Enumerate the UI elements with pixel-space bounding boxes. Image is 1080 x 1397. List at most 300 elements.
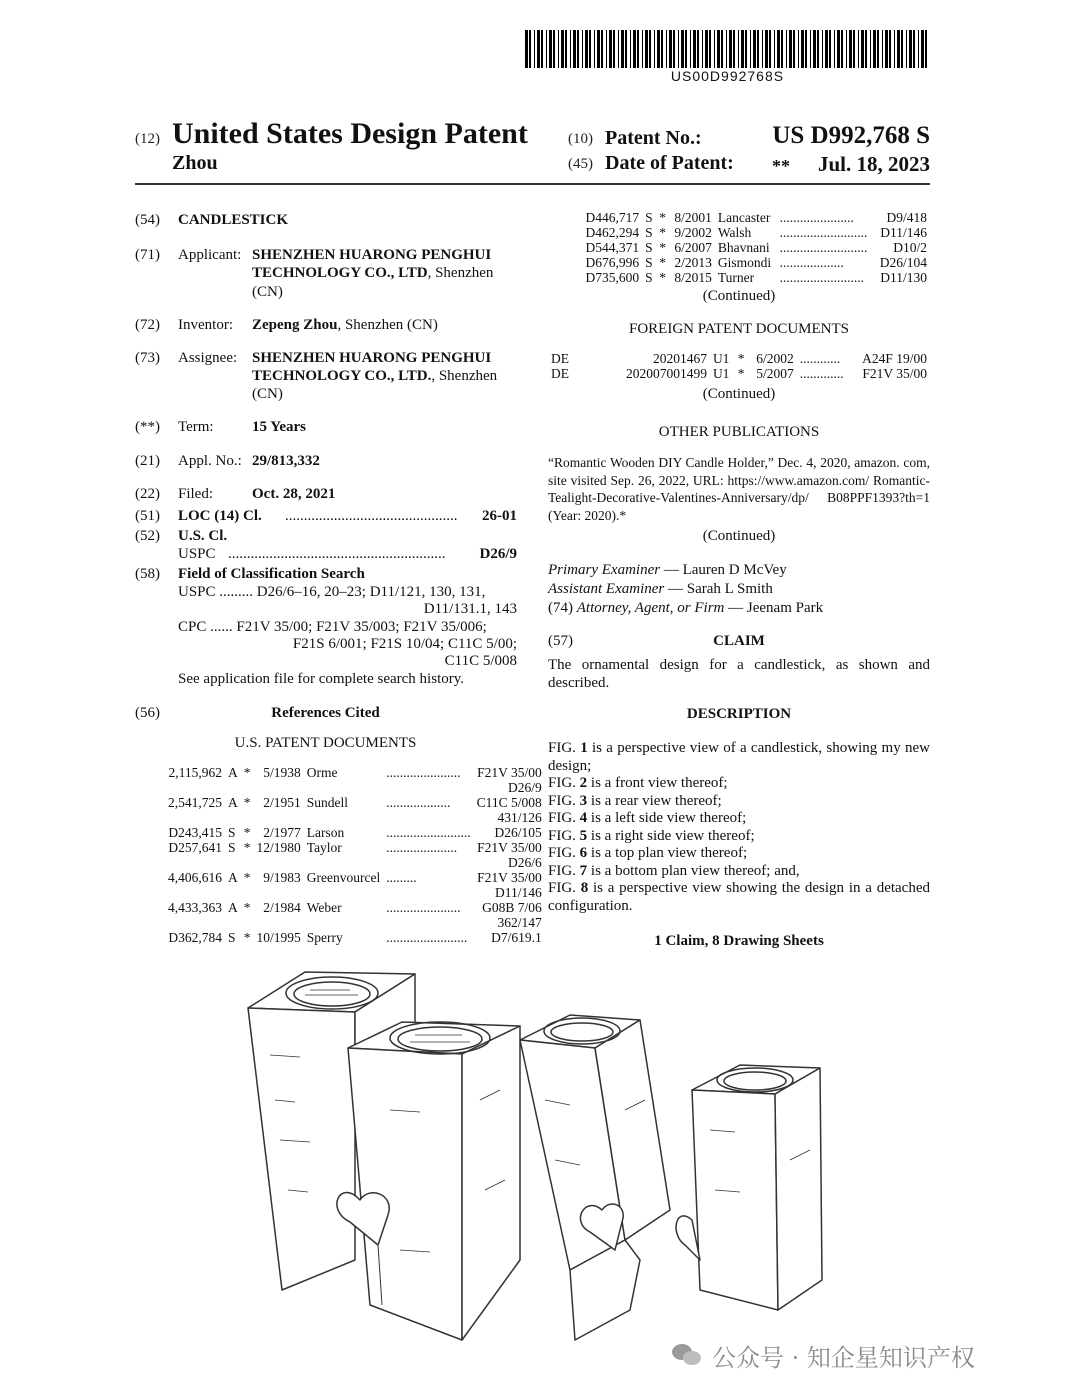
barcode-bar (906, 30, 907, 68)
block-detached-tall (520, 1015, 670, 1340)
us-references-left (165, 765, 545, 945)
ref-number: 2,115,962 (168, 765, 222, 780)
ref-class-secondary: D26/9 (508, 780, 542, 795)
barcode-bar (909, 30, 912, 68)
inventor-city: , Shenzhen (CN) (337, 317, 438, 333)
figure-list (548, 740, 930, 915)
us-references-right (580, 210, 930, 285)
reference-row (165, 900, 545, 915)
f51-code: (51) (135, 508, 160, 524)
reference-row (165, 930, 545, 945)
applicant-line1: SHENZHEN HUARONG PENGHUI (252, 247, 492, 263)
barcode-bar (877, 30, 879, 68)
ref-class: C11C 5/008 (476, 795, 542, 810)
reference-row-cont (165, 885, 545, 900)
barcode-bar (813, 30, 816, 68)
us-patent-docs-title: U.S. PATENT DOCUMENTS (234, 735, 417, 751)
primary-examiner-name: — Lauren D McVey (660, 562, 787, 578)
barcode-bar (649, 30, 651, 68)
barcode-bar (829, 30, 831, 68)
assignee-line2 (252, 367, 497, 385)
barcode-bar (858, 30, 859, 68)
other-publications-text: “Romantic Wooden DIY Candle Holder,” Dec. 4, 2020, amazon. com, site visited Sep. 26, 2022, URL: https://www.amazon.com/ Romantic-Tealight-Decorative-Valentines-Anniversary/dp/ B08PPF1393?th=1 (Year: 2020).* (548, 455, 930, 523)
primary-examiner-label: Primary Examiner (548, 562, 661, 578)
barcode-bar (661, 30, 663, 68)
reference-row (165, 795, 545, 810)
reference-row (165, 870, 545, 885)
ref-dots: ........................ (386, 930, 468, 945)
barcode-bar (673, 30, 675, 68)
ref-dots: ............ (799, 351, 841, 366)
fig-prefix: FIG. (548, 775, 580, 791)
ref-class: F21V 35/00 (477, 870, 542, 885)
foreign-docs-title: FOREIGN PATENT DOCUMENTS (628, 321, 850, 337)
ref-star: * (243, 825, 251, 840)
barcode-bar (537, 30, 540, 68)
barcode-bar (837, 30, 840, 68)
ref-date: 2/2013 (674, 255, 712, 270)
assignee-label: Assignee: (178, 350, 238, 366)
barcode-bar (594, 30, 595, 68)
uspc-dots: .......................................................... (228, 546, 446, 562)
figure-description (548, 845, 930, 863)
ref-date: 8/2001 (674, 210, 712, 225)
barcode-bar (798, 30, 799, 68)
fig-number: 5 (579, 827, 588, 844)
barcode-bar (678, 30, 679, 68)
ref-kind: S (645, 210, 653, 225)
field-uspc-1: USPC ......... D26/6–16, 20–23; D11/121, 130, 131, (178, 584, 486, 600)
reference-row (580, 255, 930, 270)
fig-prefix: FIG. (548, 880, 581, 896)
figure-description (548, 740, 930, 775)
barcode-bar (525, 30, 528, 68)
barcode-bar (573, 30, 576, 68)
barcode-bar (925, 30, 927, 68)
barcode-bar (769, 30, 771, 68)
ref-star: * (659, 240, 666, 255)
primary-examiner (548, 561, 787, 579)
continued-3: (Continued) (702, 528, 776, 544)
barcode-bar (781, 30, 783, 68)
barcode-bar (561, 30, 564, 68)
barcode-bar (729, 30, 732, 68)
ref-class: D10/2 (893, 240, 927, 255)
ref-class: F21V 35/00 (477, 765, 542, 780)
barcode-bar (861, 30, 864, 68)
ref-kind: S (645, 270, 653, 285)
fig-number: 6 (579, 845, 588, 861)
ref-dots: ...................... (386, 765, 461, 780)
barcode-bar (570, 30, 571, 68)
ref-date: 2/1984 (263, 900, 301, 915)
fig-prefix: FIG. (548, 845, 580, 861)
ref-class: D7/619.1 (491, 930, 542, 945)
ref-class: D26/105 (494, 825, 542, 840)
applicant-line3: (CN) (252, 284, 283, 300)
ref-star: * (659, 255, 666, 270)
ref-number: D544,371 (585, 240, 640, 255)
ref-number: 4,433,363 (168, 900, 222, 915)
field-search-note: See application file for complete search history. (178, 671, 465, 687)
field-cpc-3: C11C 5/008 (444, 653, 517, 669)
barcode-bar (645, 30, 648, 68)
us-references-table (165, 765, 542, 945)
barcode-bar (786, 30, 787, 68)
reference-row-cont (165, 915, 545, 930)
barcode-bar (913, 30, 915, 68)
barcode-bar (709, 30, 711, 68)
barcode-bar (834, 30, 835, 68)
barcode-bar (885, 30, 888, 68)
ref-dots: ......................... (779, 270, 865, 285)
loc-value: 26-01 (482, 508, 517, 524)
ref-number: 2,541,725 (168, 795, 222, 810)
inventor-short: Zhou (172, 152, 218, 174)
barcode-bar (762, 30, 763, 68)
reference-row (580, 270, 930, 285)
patent-no-label: Patent No.: (605, 127, 702, 149)
ref-name: Bhavnani (717, 240, 770, 255)
ref-number: D243,415 (168, 825, 222, 840)
claim-text: The ornamental design for a candlestick, as shown and described. (548, 657, 930, 691)
barcode-bar (918, 30, 919, 68)
ref-class-secondary: D26/6 (508, 855, 542, 870)
foreign-references-table (548, 351, 930, 381)
ref-date: 12/1980 (256, 840, 301, 855)
barcode-bar (745, 30, 747, 68)
barcode-bar (618, 30, 619, 68)
ref-date: 9/2002 (674, 225, 712, 240)
fig-prefix: FIG. (548, 810, 580, 826)
ref-date: 8/2015 (674, 270, 712, 285)
ref-class-secondary: D11/146 (495, 885, 542, 900)
barcode-bar (558, 30, 559, 68)
barcode-bar (789, 30, 792, 68)
ref-country: DE (551, 351, 569, 366)
barcode-bar (841, 30, 843, 68)
ref-name: Weber (306, 900, 342, 915)
foreign-reference-row (548, 366, 930, 381)
barcode-bar (637, 30, 639, 68)
ref-class: G08B 7/06 (482, 900, 542, 915)
block-small-right (676, 1065, 822, 1310)
barcode-image (525, 30, 930, 68)
ref-number: D676,996 (585, 255, 640, 270)
loc-dots: .............................................. (285, 508, 458, 524)
ref-class-secondary: 431/126 (497, 810, 542, 825)
barcode-bar (882, 30, 883, 68)
barcode-bar (546, 30, 547, 68)
barcode-bar (865, 30, 867, 68)
fig-text: is a top plan view thereof; (587, 845, 748, 861)
barcode-bar (697, 30, 699, 68)
ref-dots: ................... (779, 255, 844, 270)
ref-date: 5/2007 (756, 366, 794, 381)
loc-label: LOC (14) Cl. (178, 508, 262, 524)
applicant-line2 (252, 264, 493, 282)
ref-dots: ...................... (386, 900, 461, 915)
ref-class: D9/418 (886, 210, 927, 225)
barcode-bar (741, 30, 744, 68)
barcode-bar (705, 30, 708, 68)
reference-row (165, 765, 545, 780)
reference-row (580, 240, 930, 255)
barcode-bar (681, 30, 684, 68)
assistant-examiner-label: Assistant Examiner (548, 581, 665, 597)
barcode-bar (690, 30, 691, 68)
fig-number: 3 (579, 792, 588, 809)
ref-class: F21V 35/00 (862, 366, 927, 381)
ref-dots: ......................... (386, 825, 471, 840)
inventor-label: Inventor: (178, 317, 233, 333)
fig-text: is a bottom plan view thereof; and, (587, 862, 800, 879)
block-middle (337, 1022, 520, 1340)
fig-number: 8 (580, 880, 589, 896)
ref-number: D462,294 (585, 225, 640, 240)
ref-name: Greenvourcel (306, 870, 381, 885)
barcode-bar (810, 30, 811, 68)
fig-text: is a perspective view of a candlestick, showing my new design; (548, 740, 930, 774)
ref-star: * (243, 795, 251, 810)
ref-class: D11/146 (880, 225, 927, 240)
barcode-bar (777, 30, 780, 68)
barcode-bar (817, 30, 819, 68)
barcode-bar (553, 30, 555, 68)
uspc-value: D26/9 (479, 546, 517, 562)
claim-title: CLAIM (713, 633, 765, 649)
ref-date: 5/1938 (263, 765, 301, 780)
appl-no-label: Appl. No.: (178, 453, 242, 469)
applicant-company: TECHNOLOGY CO., LTD (252, 265, 428, 281)
f21-code: (21) (135, 453, 160, 469)
design-title: CANDLESTICK (178, 212, 289, 228)
barcode-bar (721, 30, 723, 68)
barcode-bar (534, 30, 535, 68)
barcode-bar (702, 30, 703, 68)
field-search-label: Field of Classification Search (178, 566, 365, 582)
ref-date: 10/1995 (256, 930, 301, 945)
ref-name: Sperry (306, 930, 343, 945)
barcode-bar (589, 30, 591, 68)
ref-class: D26/104 (879, 255, 927, 270)
ref-number: D446,717 (585, 210, 640, 225)
code-45: (45) (568, 156, 593, 172)
barcode-bar (529, 30, 531, 68)
assistant-examiner (548, 580, 773, 598)
ref-kind: U1 (712, 351, 730, 366)
reference-row-cont (165, 855, 545, 870)
patent-date: Jul. 18, 2023 (817, 152, 930, 176)
fig-text: is a rear view thereof; (587, 792, 722, 809)
watermark-text: 公众号 · 知企星知识产权 (712, 1343, 975, 1372)
filed-label: Filed: (178, 486, 214, 502)
assignee-company: TECHNOLOGY CO., LTD. (252, 368, 432, 384)
f52-code: (52) (135, 528, 160, 544)
barcode-bar (621, 30, 624, 68)
barcode-bar (793, 30, 795, 68)
reference-row-cont (165, 780, 545, 795)
ref-dots: .......................... (779, 240, 868, 255)
barcode-bar (733, 30, 735, 68)
barcode-bar (613, 30, 615, 68)
claims-sheets: 1 Claim, 8 Drawing Sheets (654, 933, 824, 949)
ref-class: A24F 19/00 (862, 351, 927, 366)
barcode-bar (666, 30, 667, 68)
ref-date: 6/2002 (756, 351, 794, 366)
fig-number: 2 (579, 775, 588, 791)
barcode-bar (597, 30, 600, 68)
us-cl-label: U.S. Cl. (178, 528, 228, 544)
fig-text: is a front view thereof; (587, 775, 728, 791)
ref-number: 4,406,616 (168, 870, 222, 885)
ref-name: Taylor (306, 840, 342, 855)
ref-number: D257,641 (168, 840, 222, 855)
barcode-bar (657, 30, 660, 68)
barcode-bar (853, 30, 855, 68)
ref-number: 202007001499 (625, 366, 707, 381)
barcode-bar (889, 30, 891, 68)
barcode (525, 30, 930, 68)
ref-star: * (243, 900, 251, 915)
ref-kind: S (228, 930, 236, 945)
foreign-reference-row (548, 351, 930, 366)
fig-number: 4 (579, 810, 588, 826)
barcode-bar (753, 30, 756, 68)
figure-description (548, 793, 930, 811)
fig-text: is a perspective view showing the design in a detached configuration. (548, 880, 930, 914)
barcode-bar (849, 30, 852, 68)
ref-star: * (243, 765, 251, 780)
ref-star: * (659, 270, 666, 285)
fig-prefix: FIG. (548, 827, 580, 844)
barcode-bar (765, 30, 768, 68)
watermark (672, 1338, 975, 1372)
uspc-label: USPC (178, 546, 216, 562)
inventor-name: Zepeng Zhou (252, 317, 338, 333)
candlestick-drawing (230, 960, 850, 1350)
assignee-line3: (CN) (252, 386, 283, 402)
ref-name: Orme (306, 765, 338, 780)
barcode-bar (738, 30, 739, 68)
reference-row (580, 225, 930, 240)
barcode-bar (897, 30, 900, 68)
f73-code: (73) (135, 350, 160, 366)
ref-class: D11/130 (880, 270, 927, 285)
barcode-bar (921, 30, 924, 68)
ref-class: F21V 35/00 (477, 840, 542, 855)
barcode-bar (685, 30, 687, 68)
fig-number: 7 (579, 862, 588, 879)
wechat-icon (672, 1342, 702, 1368)
ref-number: D735,600 (585, 270, 640, 285)
ref-class-secondary: 362/147 (497, 915, 542, 930)
header-divider (135, 183, 930, 185)
ref-star: * (243, 870, 251, 885)
barcode-bar (801, 30, 804, 68)
fig-prefix: FIG. (548, 862, 580, 879)
ref-name: Larson (306, 825, 345, 840)
figure-description (548, 810, 930, 828)
field-uspc-2: D11/131.1, 143 (423, 601, 517, 617)
continued-1: (Continued) (702, 288, 776, 304)
code-12: (12) (135, 131, 160, 147)
f71-code: (71) (135, 247, 160, 263)
ref-date: 6/2007 (674, 240, 712, 255)
barcode-bar (577, 30, 579, 68)
attorney (548, 599, 823, 617)
reference-row (165, 840, 545, 855)
ref-star: * (659, 210, 666, 225)
field-cpc-2: F21S 6/001; F21S 10/04; C11C 5/00; (292, 636, 517, 652)
ref-kind: A (228, 900, 238, 915)
figure-description (548, 863, 930, 881)
ref-country: DE (551, 366, 569, 381)
ref-star: * (243, 840, 251, 855)
ref-kind: A (228, 765, 238, 780)
other-publications-title: OTHER PUBLICATIONS (658, 424, 820, 440)
fig-text: is a left side view thereof; (587, 810, 747, 826)
ref-dots: ...................... (779, 210, 854, 225)
barcode-bar (825, 30, 828, 68)
barcode-bar (601, 30, 603, 68)
ref-dots: .......................... (779, 225, 868, 240)
barcode-bar (750, 30, 751, 68)
ref-star: * (243, 930, 251, 945)
barcode-bar (894, 30, 895, 68)
continued-2: (Continued) (702, 386, 776, 402)
assistant-examiner-name: — Sarah L Smith (664, 581, 773, 597)
ref-name: Sundell (306, 795, 349, 810)
ref-kind: U1 (712, 366, 730, 381)
barcode-bar (606, 30, 607, 68)
barcode-bar (726, 30, 727, 68)
barcode-bar (609, 30, 612, 68)
barcode-bar (846, 30, 847, 68)
ref-name: Walsh (717, 225, 752, 240)
field-cpc-1: CPC ...... F21V 35/00; F21V 35/003; F21V 35/006; (178, 619, 487, 635)
ref-dots: ............. (799, 366, 844, 381)
date-mark: ** (772, 156, 790, 176)
fig-prefix: FIG. (548, 740, 581, 756)
figure-description (548, 828, 930, 846)
ref-kind: S (645, 225, 653, 240)
attorney-name: — Jeenam Park (724, 600, 824, 616)
ref-number: D362,784 (168, 930, 222, 945)
fig-prefix: FIG. (548, 792, 580, 809)
attorney-label: Attorney, Agent, or Firm (576, 600, 725, 616)
ref-kind: A (228, 795, 238, 810)
ref-kind: A (228, 870, 238, 885)
ref-name: Lancaster (717, 210, 771, 225)
ref-kind: S (645, 240, 653, 255)
barcode-bar (654, 30, 655, 68)
barcode-bar (805, 30, 807, 68)
barcode-bar (549, 30, 552, 68)
barcode-bar (873, 30, 876, 68)
barcode-bar (585, 30, 588, 68)
f56-code: (56) (135, 705, 160, 721)
description-title: DESCRIPTION (686, 706, 792, 722)
ref-date: 2/1951 (263, 795, 301, 810)
ref-kind: S (645, 255, 653, 270)
f72-code: (72) (135, 317, 160, 333)
applicant-city: , Shenzhen (427, 265, 494, 281)
barcode-bar (633, 30, 636, 68)
barcode-bar (565, 30, 567, 68)
fig-text: is a right side view thereof; (587, 827, 755, 844)
references-cited-title: References Cited (271, 705, 380, 721)
